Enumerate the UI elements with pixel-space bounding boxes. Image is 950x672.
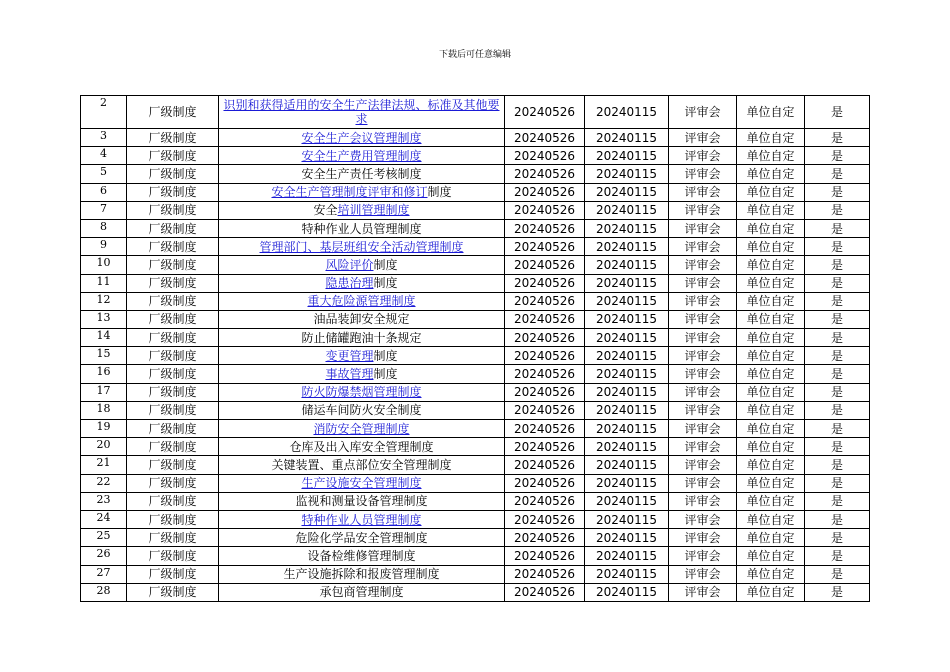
regulation-link[interactable]: 变更管理 [325,348,374,363]
level-cell: 厂级制度 [127,292,219,310]
unit-cell: 单位自定 [737,547,805,565]
date-cell-2: 20240115 [585,547,669,565]
table-row [81,129,870,147]
regulation-name-cell [219,274,505,292]
flag-cell: 是 [805,547,870,565]
table-row [81,96,870,129]
date-cell-1: 20240526 [505,238,585,256]
reviewer-cell: 评审会 [669,183,737,201]
level-cell: 厂级制度 [127,256,219,274]
table-row [81,310,870,328]
reviewer-cell: 评审会 [669,365,737,383]
serial-number-cell: 12 [81,292,127,310]
unit-cell: 单位自定 [737,583,805,601]
regulation-link[interactable]: 识别和获得适用的安全生产法律法规、标准及其他要求 [223,98,500,126]
serial-number-cell: 17 [81,383,127,401]
table-row [81,565,870,583]
level-cell: 厂级制度 [127,565,219,583]
date-cell-1: 20240526 [505,96,585,129]
regulation-link[interactable]: 生产设施安全管理制度 [301,476,422,491]
reviewer-cell: 评审会 [669,420,737,438]
reviewer-cell: 评审会 [669,310,737,328]
serial-number-cell: 18 [81,401,127,419]
flag-cell: 是 [805,147,870,165]
page-header: 下载后可任意编辑 [438,50,511,60]
date-cell-2: 20240115 [585,438,669,456]
table-row [81,165,870,183]
reviewer-cell: 评审会 [669,383,737,401]
regulation-text: 监视和测量设备管理制度 [295,494,428,509]
regulation-link[interactable]: 隐患治理 [325,276,374,291]
regulation-link[interactable]: 风险评价 [325,257,374,272]
flag-cell: 是 [805,347,870,365]
regulation-text: 生产设施拆除和报废管理制度 [283,567,440,582]
reviewer-cell: 评审会 [669,292,737,310]
level-cell: 厂级制度 [127,529,219,547]
regulation-name-cell [219,129,505,147]
date-cell-2: 20240115 [585,347,669,365]
reviewer-cell: 评审会 [669,238,737,256]
serial-number-cell: 26 [81,547,127,565]
date-cell-2: 20240115 [585,420,669,438]
serial-number-cell: 11 [81,274,127,292]
date-cell-2: 20240115 [585,147,669,165]
date-cell-1: 20240526 [505,565,585,583]
regulation-text: 设备检维修管理制度 [307,548,416,563]
reviewer-cell: 评审会 [669,256,737,274]
serial-number-cell: 15 [81,347,127,365]
reviewer-cell: 评审会 [669,274,737,292]
date-cell-2: 20240115 [585,510,669,528]
date-cell-2: 20240115 [585,529,669,547]
date-cell-2: 20240115 [585,256,669,274]
regulation-text: 制度 [373,348,398,363]
unit-cell: 单位自定 [737,401,805,419]
date-cell-2: 20240115 [585,96,669,129]
regulation-name-cell [219,256,505,274]
regulation-text: 安全生产责任考核制度 [301,166,422,181]
unit-cell: 单位自定 [737,256,805,274]
flag-cell: 是 [805,165,870,183]
date-cell-2: 20240115 [585,310,669,328]
date-cell-1: 20240526 [505,583,585,601]
serial-number-cell: 5 [81,165,127,183]
date-cell-2: 20240115 [585,492,669,510]
serial-number-cell: 28 [81,583,127,601]
level-cell: 厂级制度 [127,456,219,474]
table-row [81,238,870,256]
unit-cell: 单位自定 [737,129,805,147]
regulation-name-cell [219,456,505,474]
serial-number-cell: 23 [81,492,127,510]
date-cell-1: 20240526 [505,529,585,547]
table-row [81,583,870,601]
serial-number-cell: 9 [81,238,127,256]
flag-cell: 是 [805,256,870,274]
regulation-text: 关键装置、重点部位安全管理制度 [271,457,452,472]
reviewer-cell: 评审会 [669,492,737,510]
table-row [81,529,870,547]
unit-cell: 单位自定 [737,492,805,510]
unit-cell: 单位自定 [737,474,805,492]
reviewer-cell: 评审会 [669,401,737,419]
date-cell-2: 20240115 [585,401,669,419]
date-cell-1: 20240526 [505,492,585,510]
serial-number-cell: 22 [81,474,127,492]
level-cell: 厂级制度 [127,438,219,456]
serial-number-cell: 19 [81,420,127,438]
date-cell-1: 20240526 [505,438,585,456]
regulation-link[interactable]: 安全生产会议管理制度 [301,130,422,145]
regulation-text: 制度 [373,367,398,382]
flag-cell: 是 [805,420,870,438]
date-cell-2: 20240115 [585,565,669,583]
level-cell: 厂级制度 [127,147,219,165]
date-cell-1: 20240526 [505,201,585,219]
table-row [81,492,870,510]
date-cell-1: 20240526 [505,420,585,438]
table-row [81,256,870,274]
table-row [81,347,870,365]
flag-cell: 是 [805,129,870,147]
table-row [81,201,870,219]
unit-cell: 单位自定 [737,420,805,438]
unit-cell: 单位自定 [737,329,805,347]
flag-cell: 是 [805,529,870,547]
date-cell-1: 20240526 [505,219,585,237]
flag-cell: 是 [805,329,870,347]
regulation-text: 油品装卸安全规定 [313,312,410,327]
table-row [81,401,870,419]
unit-cell: 单位自定 [737,565,805,583]
regulations-table [80,95,870,602]
reviewer-cell: 评审会 [669,165,737,183]
reviewer-cell: 评审会 [669,219,737,237]
reviewer-cell: 评审会 [669,547,737,565]
reviewer-cell: 评审会 [669,510,737,528]
level-cell: 厂级制度 [127,510,219,528]
date-cell-2: 20240115 [585,329,669,347]
unit-cell: 单位自定 [737,219,805,237]
date-cell-1: 20240526 [505,401,585,419]
serial-number-cell: 3 [81,129,127,147]
serial-number-cell: 7 [81,201,127,219]
regulation-name-cell [219,147,505,165]
regulation-link[interactable]: 安全生产费用管理制度 [301,148,422,163]
serial-number-cell: 14 [81,329,127,347]
regulation-name-cell [219,401,505,419]
date-cell-1: 20240526 [505,456,585,474]
level-cell: 厂级制度 [127,183,219,201]
unit-cell: 单位自定 [737,201,805,219]
reviewer-cell: 评审会 [669,329,737,347]
date-cell-2: 20240115 [585,583,669,601]
regulation-name-cell [219,420,505,438]
regulation-link[interactable]: 消防安全管理制度 [313,421,410,436]
table-row [81,510,870,528]
unit-cell: 单位自定 [737,96,805,129]
serial-number-cell: 27 [81,565,127,583]
unit-cell: 单位自定 [737,292,805,310]
regulation-name-cell [219,565,505,583]
unit-cell: 单位自定 [737,274,805,292]
flag-cell: 是 [805,219,870,237]
regulation-text: 防止储罐跑油十条规定 [301,330,422,345]
regulation-name-cell [219,438,505,456]
regulation-name-cell [219,329,505,347]
flag-cell: 是 [805,565,870,583]
table-row [81,147,870,165]
flag-cell: 是 [805,365,870,383]
level-cell: 厂级制度 [127,129,219,147]
flag-cell: 是 [805,292,870,310]
table-row [81,274,870,292]
flag-cell: 是 [805,310,870,328]
date-cell-1: 20240526 [505,256,585,274]
reviewer-cell: 评审会 [669,129,737,147]
date-cell-2: 20240115 [585,456,669,474]
unit-cell: 单位自定 [737,238,805,256]
date-cell-1: 20240526 [505,165,585,183]
regulation-text: 制度 [427,185,452,200]
regulation-name-cell [219,238,505,256]
regulation-link[interactable]: 培训管理制度 [337,203,410,218]
date-cell-1: 20240526 [505,129,585,147]
regulation-text: 安全 [313,203,338,218]
flag-cell: 是 [805,183,870,201]
reviewer-cell: 评审会 [669,438,737,456]
regulation-text: 特种作业人员管理制度 [301,221,422,236]
date-cell-2: 20240115 [585,219,669,237]
serial-number-cell: 21 [81,456,127,474]
flag-cell: 是 [805,492,870,510]
serial-number-cell: 8 [81,219,127,237]
table-row [81,219,870,237]
flag-cell: 是 [805,583,870,601]
table-row [81,547,870,565]
level-cell: 厂级制度 [127,274,219,292]
date-cell-2: 20240115 [585,201,669,219]
regulation-name-cell [219,365,505,383]
reviewer-cell: 评审会 [669,529,737,547]
regulation-text: 储运车间防火安全制度 [301,403,422,418]
serial-number-cell: 20 [81,438,127,456]
reviewer-cell: 评审会 [669,565,737,583]
serial-number-cell: 13 [81,310,127,328]
unit-cell: 单位自定 [737,510,805,528]
flag-cell: 是 [805,456,870,474]
table-row [81,456,870,474]
table-row [81,420,870,438]
level-cell: 厂级制度 [127,347,219,365]
reviewer-cell: 评审会 [669,474,737,492]
regulation-link[interactable]: 防火防爆禁烟管理制度 [301,385,422,400]
serial-number-cell: 10 [81,256,127,274]
date-cell-1: 20240526 [505,547,585,565]
unit-cell: 单位自定 [737,383,805,401]
date-cell-1: 20240526 [505,292,585,310]
regulation-name-cell [219,583,505,601]
date-cell-1: 20240526 [505,147,585,165]
date-cell-1: 20240526 [505,183,585,201]
regulation-text: 制度 [373,276,398,291]
level-cell: 厂级制度 [127,547,219,565]
date-cell-2: 20240115 [585,183,669,201]
unit-cell: 单位自定 [737,456,805,474]
level-cell: 厂级制度 [127,219,219,237]
date-cell-1: 20240526 [505,329,585,347]
table-row [81,383,870,401]
date-cell-1: 20240526 [505,383,585,401]
date-cell-1: 20240526 [505,274,585,292]
table-row [81,365,870,383]
regulation-link[interactable]: 重大危险源管理制度 [307,294,416,309]
date-cell-2: 20240115 [585,274,669,292]
serial-number-cell: 24 [81,510,127,528]
date-cell-1: 20240526 [505,365,585,383]
unit-cell: 单位自定 [737,147,805,165]
level-cell: 厂级制度 [127,365,219,383]
level-cell: 厂级制度 [127,165,219,183]
level-cell: 厂级制度 [127,420,219,438]
flag-cell: 是 [805,238,870,256]
regulation-name-cell [219,492,505,510]
regulation-name-cell [219,165,505,183]
level-cell: 厂级制度 [127,96,219,129]
reviewer-cell: 评审会 [669,456,737,474]
flag-cell: 是 [805,274,870,292]
date-cell-1: 20240526 [505,347,585,365]
regulation-link[interactable]: 管理部门、基层班组安全活动管理制度 [259,239,464,254]
flag-cell: 是 [805,474,870,492]
level-cell: 厂级制度 [127,474,219,492]
serial-number-cell: 25 [81,529,127,547]
regulation-text: 承包商管理制度 [319,585,404,600]
serial-number-cell: 4 [81,147,127,165]
reviewer-cell: 评审会 [669,201,737,219]
date-cell-2: 20240115 [585,383,669,401]
level-cell: 厂级制度 [127,201,219,219]
regulation-link[interactable]: 事故管理 [325,367,374,382]
level-cell: 厂级制度 [127,329,219,347]
flag-cell: 是 [805,383,870,401]
regulation-name-cell [219,474,505,492]
regulation-name-cell [219,310,505,328]
table-row [81,183,870,201]
level-cell: 厂级制度 [127,492,219,510]
reviewer-cell: 评审会 [669,583,737,601]
regulation-name-cell [219,96,505,129]
date-cell-2: 20240115 [585,129,669,147]
regulation-link[interactable]: 安全生产管理制度评审和修订 [271,185,428,200]
reviewer-cell: 评审会 [669,96,737,129]
flag-cell: 是 [805,510,870,528]
regulation-name-cell [219,183,505,201]
level-cell: 厂级制度 [127,238,219,256]
serial-number-cell: 16 [81,365,127,383]
regulation-name-cell [219,529,505,547]
unit-cell: 单位自定 [737,347,805,365]
unit-cell: 单位自定 [737,310,805,328]
table-row [81,292,870,310]
regulation-name-cell [219,201,505,219]
regulation-text: 仓库及出入库安全管理制度 [289,439,434,454]
table-row [81,329,870,347]
serial-number-cell: 6 [81,183,127,201]
date-cell-1: 20240526 [505,310,585,328]
unit-cell: 单位自定 [737,165,805,183]
date-cell-2: 20240115 [585,165,669,183]
flag-cell: 是 [805,438,870,456]
regulation-link[interactable]: 特种作业人员管理制度 [301,512,422,527]
regulation-name-cell [219,292,505,310]
reviewer-cell: 评审会 [669,147,737,165]
regulation-text: 危险化学品安全管理制度 [295,530,428,545]
level-cell: 厂级制度 [127,310,219,328]
regulation-name-cell [219,510,505,528]
regulation-name-cell [219,347,505,365]
regulation-name-cell [219,547,505,565]
flag-cell: 是 [805,96,870,129]
regulation-name-cell [219,383,505,401]
level-cell: 厂级制度 [127,401,219,419]
level-cell: 厂级制度 [127,383,219,401]
reviewer-cell: 评审会 [669,347,737,365]
unit-cell: 单位自定 [737,183,805,201]
regulation-text: 制度 [373,257,398,272]
unit-cell: 单位自定 [737,529,805,547]
date-cell-1: 20240526 [505,474,585,492]
unit-cell: 单位自定 [737,365,805,383]
date-cell-2: 20240115 [585,474,669,492]
date-cell-2: 20240115 [585,238,669,256]
table-row [81,438,870,456]
date-cell-1: 20240526 [505,510,585,528]
level-cell: 厂级制度 [127,583,219,601]
regulation-name-cell [219,219,505,237]
unit-cell: 单位自定 [737,438,805,456]
table-row [81,474,870,492]
serial-number-cell: 2 [81,96,127,129]
date-cell-2: 20240115 [585,292,669,310]
date-cell-2: 20240115 [585,365,669,383]
table-body [81,96,870,602]
flag-cell: 是 [805,401,870,419]
flag-cell: 是 [805,201,870,219]
